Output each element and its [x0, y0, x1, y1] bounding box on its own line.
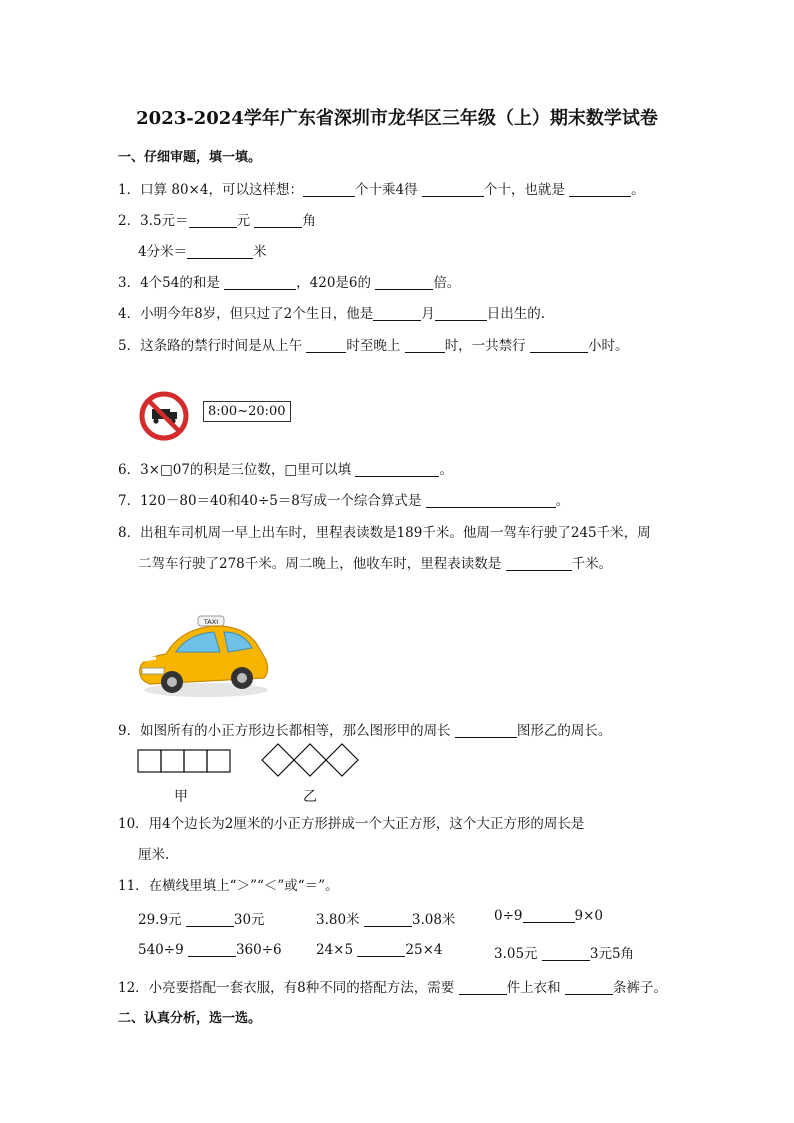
q6-text-b: 。 [439, 462, 453, 478]
question-8: 8．出租车司机周一早上出车时，里程表读数是189千米。他周一驾车行驶了245千米，周 [118, 525, 651, 541]
answer-blank[interactable] [422, 182, 484, 197]
answer-blank[interactable] [542, 946, 590, 961]
answer-blank[interactable] [189, 213, 237, 228]
q9-text-b: 图形乙的周长。 [516, 723, 612, 739]
question-7 [118, 489, 569, 509]
compare-left: 3.80米 [316, 912, 360, 928]
q2-text-line2a: 4分米＝ [138, 244, 188, 260]
answer-blank[interactable] [224, 275, 296, 290]
q5-text-d: 小时。 [587, 338, 629, 354]
q4-text-b: 月 [421, 306, 435, 322]
compare-left: 24×5 [316, 942, 354, 958]
q9-text-a: 9．如图所有的小正方形边长都相等，那么图形甲的周长 [118, 723, 451, 739]
compare-left: 3.05元 [494, 946, 538, 962]
answer-blank[interactable] [435, 306, 487, 321]
figure-jia [137, 746, 233, 774]
compare-r2c2 [316, 942, 442, 958]
answer-blank[interactable] [186, 912, 234, 927]
question-1 [118, 178, 645, 198]
compare-right: 360÷6 [235, 942, 282, 958]
taxi-sign-text: TAXI [203, 618, 219, 626]
answer-blank[interactable] [523, 908, 575, 923]
compare-right: 9×0 [574, 908, 603, 924]
q1-text-a: 1．口算 80×4，可以这样想： [118, 182, 303, 198]
answer-blank[interactable] [357, 942, 405, 957]
compare-left: 0÷9 [494, 908, 523, 924]
q5-text-a: 5．这条路的禁行时间是从上午 [118, 338, 303, 354]
question-2 [118, 209, 316, 229]
question-8-line-2 [138, 552, 612, 572]
q8-text-line2a: 二驾车行驶了278千米。周二晚上，他收车时，里程表读数是 [138, 556, 502, 572]
q3-text-b: ，420是6的 [296, 275, 372, 291]
q2-text-b: 元 [236, 213, 251, 229]
answer-blank[interactable] [188, 942, 236, 957]
compare-r1c2 [316, 908, 455, 928]
compare-left: 540÷9 [138, 942, 184, 958]
answer-blank[interactable] [565, 980, 613, 995]
answer-blank[interactable] [303, 182, 355, 197]
q7-text-a: 7．120－80＝40和40÷5＝8写成一个综合算式是 [118, 493, 422, 509]
answer-blank[interactable] [375, 275, 433, 290]
compare-right: 3元5角 [589, 946, 635, 962]
q3-text-a: 3．4个54的和是 [118, 275, 220, 291]
q4-text-c: 日出生的. [486, 306, 546, 322]
question-9 [118, 719, 611, 739]
answer-blank[interactable] [569, 182, 631, 197]
q1-text-d: 。 [631, 182, 645, 198]
q2-text-a: 2．3.5元＝ [118, 213, 189, 229]
time-range-box: 8:00~20:00 [203, 401, 291, 422]
answer-blank[interactable] [405, 338, 445, 353]
compare-r2c3 [494, 942, 634, 962]
question-4 [118, 302, 545, 322]
answer-blank[interactable] [364, 912, 412, 927]
q12-text-a: 12．小亮要搭配一套衣服，有8种不同的搭配方法，需要 [118, 980, 455, 996]
no-truck-sign-icon [138, 390, 190, 442]
compare-right: 3.08米 [411, 912, 456, 928]
q5-text-b: 时至晚上 [346, 338, 401, 354]
page-title: 2023-2024学年广东省深圳市龙华区三年级（上）期末数学试卷 [136, 108, 658, 129]
compare-r1c3 [494, 908, 603, 924]
answer-blank[interactable] [187, 244, 253, 259]
answer-blank[interactable] [306, 338, 346, 353]
q12-text-b: 件上衣和 [506, 980, 561, 996]
question-2-line-2 [138, 240, 267, 260]
figure-yi [260, 742, 362, 778]
section-1-heading: 一、仔细审题，填一填。 [118, 150, 262, 165]
q2-text-line2b: 米 [253, 244, 267, 260]
question-11: 11．在横线里填上“＞”“＜”或“＝”。 [118, 878, 339, 894]
q1-text-b: 个十乘4得 [354, 182, 418, 198]
question-5 [118, 334, 628, 354]
compare-right: 30元 [233, 912, 265, 928]
q7-text-b: 。 [555, 493, 570, 509]
q12-text-c: 条裤子。 [612, 980, 667, 996]
question-10-line-2: 厘米. [138, 847, 170, 863]
q2-text-c: 角 [302, 213, 316, 229]
answer-blank[interactable] [254, 213, 302, 228]
q8-text-line2b: 千米。 [571, 556, 613, 572]
q5-text-c: 时，一共禁行 [444, 338, 526, 354]
label-jia: 甲 [174, 789, 188, 805]
taxi-icon [136, 610, 272, 700]
answer-blank[interactable] [506, 556, 572, 571]
answer-blank[interactable] [355, 462, 439, 477]
q1-text-c: 个十，也就是 [483, 182, 565, 198]
question-12 [118, 976, 667, 996]
q3-text-c: 倍。 [433, 275, 461, 291]
q6-text-a: 6．3×□07的积是三位数，□里可以填 [118, 462, 352, 478]
answer-blank[interactable] [455, 723, 517, 738]
question-6 [118, 458, 453, 478]
section-2-heading: 二、认真分析，选一选。 [118, 1011, 262, 1026]
question-10: 10．用4个边长为2厘米的小正方形拼成一个大正方形，这个大正方形的周长是 [118, 816, 585, 832]
compare-right: 25×4 [405, 942, 443, 958]
answer-blank[interactable] [459, 980, 507, 995]
answer-blank[interactable] [530, 338, 588, 353]
compare-left: 29.9元 [138, 912, 182, 928]
label-yi: 乙 [303, 789, 317, 805]
answer-blank[interactable] [426, 493, 556, 508]
q4-text-a: 4．小明今年8岁，但只过了2个生日，他是 [118, 306, 374, 322]
compare-r1c1 [138, 908, 265, 928]
answer-blank[interactable] [373, 306, 421, 321]
compare-r2c1 [138, 942, 282, 958]
question-3 [118, 271, 460, 291]
